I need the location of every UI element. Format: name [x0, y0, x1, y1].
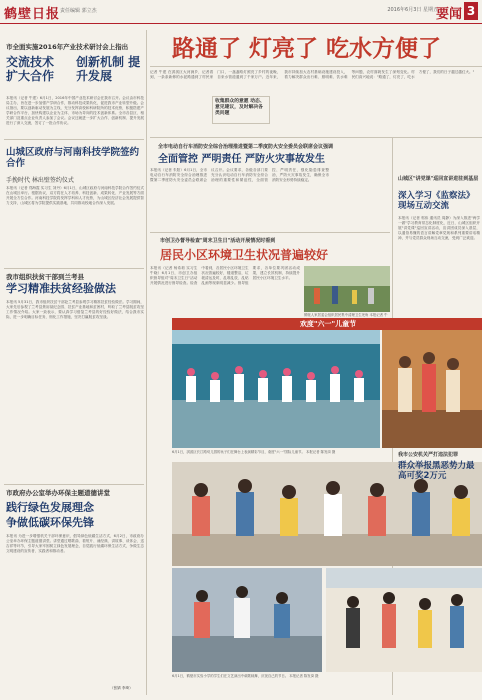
article-kicker: 市创卫办督导检查"周末卫生日"活动开展情况时看到 — [160, 238, 276, 244]
article-title: 群众举报黑恶势力最高可奖2万元 — [398, 461, 475, 481]
newspaper-logo: 鹤壁日报 — [4, 7, 61, 22]
article-title: 学习精准扶贫经验做法 — [6, 282, 116, 295]
article-body: 本报讯 为进一步增强机关干部环保意识，倡导绿色低碳生活方式，6月2日，市政府办公室举办环保主题道德讲堂。讲堂通过唱歌曲、看短片、诵经典、讲故事、谈体会、送吉祥等环节，引导大家牢固树立绿色发展理念，自觉践行低碳环保生活方式，争做生态文明建设的宣传者、实践者和推动者。 — [6, 534, 144, 553]
article-author: （张婧 李琦） — [110, 686, 133, 690]
article-title: 全面管控 严明责任 严防火灾事故发生 — [158, 154, 325, 165]
article-kicker: 市政府办公室举办环保主题道德讲堂 — [6, 489, 110, 497]
article-title: 争做低碳环保先锋 — [6, 516, 94, 529]
article-body: 本报讯（记者 郑海霞 实习生 刘丹）6月1日，山城区政府与河南科技学院合作签约仪式在山城区举行。根据协议，双方将在人才培养、科技创新、成果转化、产业发展等方面开展全方位合作。河南科技学院将发挥学科和人才优势，为山城区经济社会发展提供智力支持，山城区将为学院提供实践基地，共同推动校地合作深入发展。 — [6, 186, 144, 205]
article-title: 创新机制 提升发展 — [76, 55, 141, 83]
feature-photo — [382, 330, 482, 448]
divider — [150, 232, 390, 233]
photo-caption: 6月1日，鹤壁市实验小学的学生们在文艺演出中载歌载舞，庆祝自己的节日。 本报记者 陈发岗 摄 — [172, 674, 319, 678]
article-body: 本报讯（记者 杨希莉 实习生 牛晓）6月1日，市创卫办组织督导组对"周末卫生日"活动开展情况进行督导检查。检查中看到，各居民小区环境卫生状况普遍较好，楼道整洁，垃圾清运及时，乱堆乱放、乱贴乱画等现象明显减少。督导组要求，各单位要巩固活动成果，建立长效机制，持续提升居民小区环境卫生水平。 — [150, 266, 300, 285]
feature-photo — [172, 330, 380, 448]
article-kicker: 我市公安机关严打违法犯罪 — [398, 452, 459, 458]
feature-photo — [326, 568, 482, 672]
article-kicker: 市全面实施2016年产业技术研讨会上指出 — [6, 43, 129, 51]
section-name: 要闻 — [435, 7, 462, 22]
divider — [4, 484, 144, 485]
news-photo — [304, 266, 390, 312]
photo-feature-banner: 欢度"六一"儿童节 — [172, 318, 482, 330]
column-divider — [146, 30, 147, 695]
pull-quote: 收集群众的意愿 动态、意见建议，及时解决各类问题 — [212, 96, 270, 124]
feature-photo — [172, 568, 322, 672]
lead-body: 记者 牛建 在淇滨区大河涧乡，记者看到，一条条新修的水泥路通到了村民家门口，一盏盏路灯照亮了乡村的夜晚，自来水管道通到了千家万户。近年来，我市持续加大农村基础设施建设投入，着力解决群众出行难、照明难、饮水难等问题，农村面貌发生了深刻变化。村民们高兴地说："路通了，灯亮了，吃水方便了，我们的日子越过越红火。" — [150, 70, 475, 79]
article-body: 本报讯 5月31日，我市组织扶贫干部赴兰考县参观学习精准扶贫经验做法。学习期间，大家先后参观了兰考县焦裕禄纪念园、扶贫产业基地和贫困村，听取了兰考县脱贫攻坚工作情况介绍。大家一致表示，要认真学习借鉴兰考县的好经验好做法，结合我市实际，进一步明确目标任务，细化工作措施，坚决打赢脱贫攻坚战。 — [6, 300, 144, 319]
article-kicker: 全市电动自行车消防安全综合治理推进暨第二季度防火安全委员会联席会议强调 — [158, 144, 334, 150]
article-title: 深入学习《监察法》现场互动交流 — [398, 191, 475, 211]
article-kicker: 我市组织扶贫干部到兰考县 — [6, 273, 84, 281]
divider — [4, 268, 144, 269]
article-title: 践行绿色发展理念 — [6, 501, 94, 514]
article-title: 山城区政府与河南科技学院签约合作 — [6, 147, 140, 169]
article-title: 交流技术 扩大合作 — [6, 55, 55, 83]
article-title: 居民小区环境卫生状况普遍较好 — [160, 248, 329, 262]
issue-date: 2016年6月3日 星期五 — [387, 7, 438, 13]
lead-headline: 路通了 灯亮了 吃水方便了 — [172, 35, 442, 62]
article-body: 本报讯（记者 朱阳）6月1日，全市电动自行车消防安全综合治理推进暨第二季度防火安全委员会联席会议召开。会议要求，各级各部门要充分认识电动自行车消防安全综合治理的重要性和紧迫性，全面管控、严明责任，强化隐患排查整治，严防火灾事故发生，确保全市消防安全形势持续稳定。 — [150, 168, 329, 182]
article-kicker: 山城区"讲党课"巡回宣讲进驻到基层 — [398, 176, 479, 182]
editor-credit: 责任编辑 郭立杰 — [60, 8, 97, 14]
divider — [150, 66, 482, 67]
divider — [150, 137, 482, 138]
page-number: 3 — [464, 2, 478, 20]
article-subtitle: 手挽时代 林出壁签约仪式 — [6, 177, 74, 184]
photo-caption: 鹤壁人家居委会组织居民集中清理卫生死角 本报记者 牛 — [304, 313, 388, 317]
photo-caption: 6月1日，淇滨区长江路幼儿园的孩子们在舞台上表演精彩节目，欢度"六一"国际儿童节。 本报记者 陈发岗 摄 — [172, 450, 336, 454]
article-body: 本报讯（记者 郭伟 通讯员 周静）为深入推进"两学一做"学习教育常态化制度化，近日，山城区组织开展"讲党课"巡回宣讲活动，宣讲团成员深入基层，以通俗易懂的语言讲解党章党规和系列重要讲话精神，并与党员群众现场互动交流，受到广泛欢迎。 — [398, 216, 480, 240]
divider — [4, 139, 144, 140]
article-body: 本报讯（记者 牛建）6月1日，2016年中国产业技术研讨会在我市召开。会议由市科技局主办，旨在进一步加强产学研合作，推动科技成果转化，促进我市产业转型升级。会议指出，要以创新驱动发展为主线，充分发挥高校和科研院所的技术优势，积极搭建产学研合作平台，加快构建以企业为主体、市场为导向的技术创新体系。全市各县区、相关部门及重点企业负责人参加了会议。会议还就进一步扩大合作、创新机制、提升发展进行了深入交流，签订了一批合作协议。 — [6, 96, 144, 125]
